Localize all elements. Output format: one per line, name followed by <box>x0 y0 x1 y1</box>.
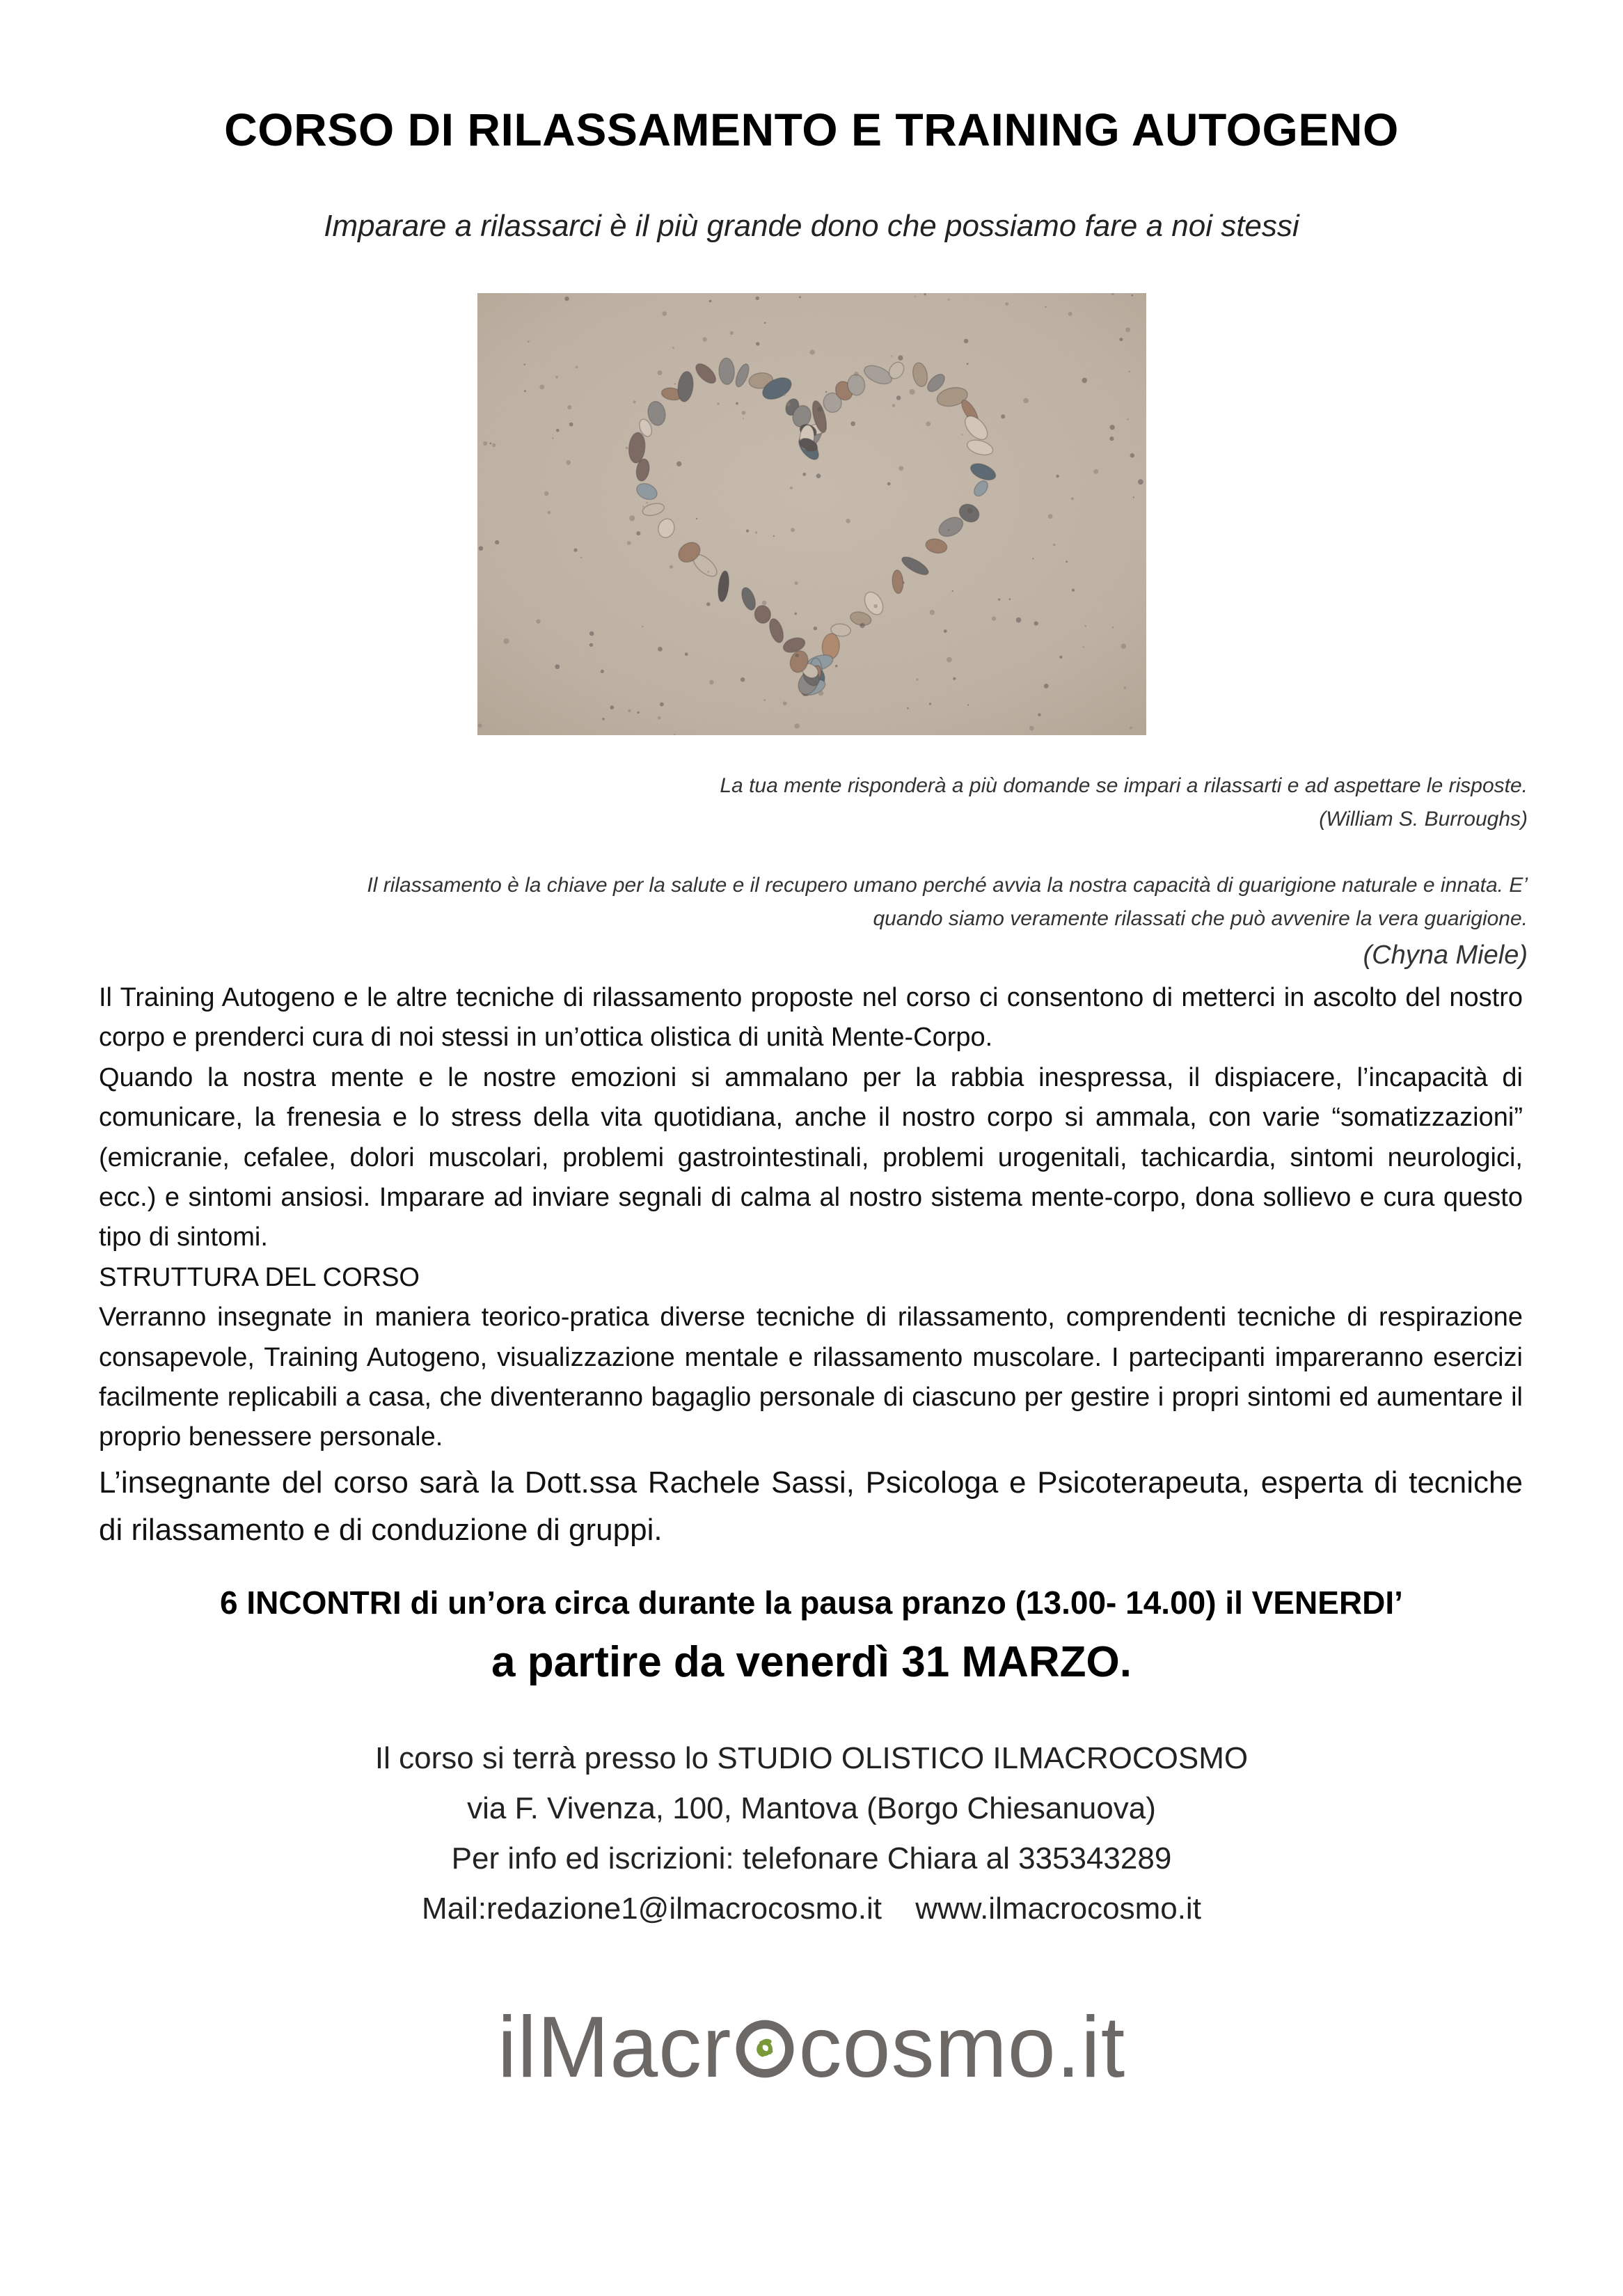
pebble <box>540 384 545 389</box>
pebble <box>948 529 950 531</box>
phone-line: Per info ed iscrizioni: telefonare Chiara al 335343289 <box>451 1841 1172 1876</box>
pebble <box>795 654 799 657</box>
pebble <box>610 705 615 709</box>
pebble <box>706 602 710 606</box>
pebble <box>674 384 676 385</box>
pebble <box>763 699 766 701</box>
pebble <box>762 601 767 606</box>
pebble <box>898 466 903 471</box>
pebble <box>629 516 635 521</box>
pebble <box>892 404 896 407</box>
pebble <box>658 716 661 720</box>
pebble <box>786 402 791 407</box>
pebble <box>953 677 956 680</box>
pebble <box>992 617 996 621</box>
quote-text-line-1: Il rilassamento è la chiave per la salute e il recupero umano perché avvia la nostra capacità di guarigione naturale e innata. E’ <box>367 874 1528 897</box>
pebble <box>907 707 909 709</box>
pebble <box>707 571 709 573</box>
pebble <box>1138 479 1143 485</box>
pebble <box>948 299 950 301</box>
pebble <box>657 370 662 375</box>
paragraph-intro: Il Training Autogeno e le altre tecniche di rilassamento proposte nel corso ci consentono di metterci in ascolto del nostro corpo e prenderci cura di noi stessi in un’ottica olistica di unità Mente-Corpo. <box>99 983 1523 1053</box>
pebble <box>903 581 905 583</box>
pebble <box>642 626 644 628</box>
pebble <box>1053 544 1056 547</box>
subtitle: Imparare a rilassarci è il più grande dono che possiamo fare a noi stessi <box>324 209 1299 243</box>
pebble <box>567 405 571 409</box>
pebble <box>636 531 640 535</box>
pebble <box>1034 621 1038 625</box>
pebble <box>816 473 821 478</box>
pebble <box>566 460 571 465</box>
pebble <box>783 701 787 705</box>
quote-author: (William S. Burroughs) <box>1319 808 1528 831</box>
pebble <box>685 652 688 656</box>
pebble <box>1124 687 1126 689</box>
pebble <box>642 506 644 508</box>
pebble <box>646 502 648 504</box>
pebble <box>1133 496 1134 498</box>
pebble <box>633 400 635 403</box>
pebble <box>1068 312 1072 316</box>
stone <box>718 358 734 385</box>
pebble <box>1125 327 1130 332</box>
pebble <box>814 627 817 630</box>
pebble <box>967 508 973 514</box>
pebble <box>795 723 800 728</box>
logo-text-start: ilMacr <box>497 1999 732 2096</box>
pebble <box>967 363 969 365</box>
pebble <box>1032 558 1034 559</box>
pebble <box>548 511 551 514</box>
pebble <box>626 447 628 449</box>
pebble <box>929 703 931 705</box>
pebble <box>887 482 891 486</box>
website-link[interactable]: www.ilmacrocosmo.it <box>915 1892 1201 1926</box>
venue-line: Il corso si terrà presso lo STUDIO OLISTICO ILMACROCOSMO <box>374 1741 1249 1775</box>
pebble <box>536 619 540 623</box>
pebble <box>552 437 554 439</box>
quote-miele <box>31 869 1528 975</box>
pebble <box>1066 561 1068 563</box>
course-description <box>99 978 1523 1554</box>
pebble <box>873 604 878 608</box>
pebble <box>846 519 850 524</box>
pebble <box>916 678 918 680</box>
pebble <box>1128 370 1130 372</box>
pebble <box>492 443 496 447</box>
pebble <box>601 670 604 673</box>
pebble <box>1038 714 1040 716</box>
pebble <box>478 723 482 728</box>
pebble <box>1112 627 1114 629</box>
pebble <box>528 340 530 343</box>
pebble <box>1127 418 1129 420</box>
pebble <box>1082 378 1088 384</box>
pebble <box>627 541 631 545</box>
address-line: via F. Vivenza, 100, Mantova (Borgo Chiesanuova) <box>467 1791 1156 1825</box>
pebble <box>504 638 509 644</box>
pebble <box>479 546 484 551</box>
start-date: a partire da venerdì 31 MARZO. <box>491 1638 1132 1686</box>
pebble <box>1110 425 1115 430</box>
pebble <box>602 718 604 720</box>
pebble <box>818 407 823 411</box>
pebble <box>952 590 953 592</box>
pebble <box>736 402 738 405</box>
pebble <box>791 528 795 532</box>
contact-info <box>0 1733 1623 1934</box>
pebble <box>1023 398 1029 404</box>
pebble <box>718 402 720 404</box>
pebble <box>573 549 577 552</box>
pebble <box>743 418 744 419</box>
email-link[interactable]: Mail:redazione1@ilmacrocosmo.it <box>422 1892 882 1926</box>
pebble <box>1119 338 1123 341</box>
quote-author: (Chyna Miele) <box>1363 941 1528 970</box>
pebble <box>589 643 593 647</box>
section-heading: STRUTTURA DEL CORSO <box>99 1262 420 1292</box>
pebble <box>898 355 903 360</box>
pebble <box>628 709 631 712</box>
pebble <box>964 339 969 344</box>
pebble <box>944 629 947 633</box>
pebble <box>1109 437 1114 441</box>
quote-text-line-2: quando siamo veramente rilassati che può avvenire la vera guarigione. <box>873 907 1528 930</box>
pebble <box>910 389 915 395</box>
pebble <box>569 423 573 427</box>
pebble <box>854 372 859 377</box>
mail-web-line <box>0 1884 1623 1934</box>
pebble <box>962 434 963 435</box>
pebble <box>746 530 749 533</box>
pebble <box>637 711 639 714</box>
paragraph-symptoms: Quando la nostra mente e le nostre emozioni si ammalano per la rabbia inespressa, il dispiacere, l’incapacità di comunicare, la frenesia e lo stress della vita quotidiana, anche il nostro corpo si ammala, con varie “somatizzazioni” (emicranie, cefalee, dolori muscolari, problemi gastrointestinali, problemi urogenitali, tachicardia, sintomi neurologici, ecc.) e sintomi ansiosi. Imparare ad inviare segnali di calma al nostro sistema mente-corpo, dona sollievo e cura questo tipo di sintomi. <box>99 1062 1523 1252</box>
pebble <box>1056 475 1059 478</box>
pebble <box>756 297 759 300</box>
pebble <box>1121 643 1127 649</box>
quote-burroughs <box>345 769 1528 836</box>
pebble <box>764 322 766 324</box>
pebble <box>790 487 793 489</box>
pebble <box>1083 646 1084 647</box>
pebble <box>783 393 785 395</box>
pebble <box>825 391 828 393</box>
page-title: CORSO DI RILASSAMENTO E TRAINING AUTOGENO <box>224 104 1399 155</box>
pebble <box>741 677 745 682</box>
pebble <box>1029 726 1034 731</box>
pebble <box>524 390 526 392</box>
pebble <box>696 518 697 519</box>
pebble <box>998 599 1000 601</box>
pebble <box>1130 453 1134 457</box>
pebble <box>555 664 560 669</box>
pebble <box>802 473 806 476</box>
pebble <box>755 531 757 533</box>
pebble <box>1016 618 1022 623</box>
pebble <box>947 657 952 663</box>
pebble <box>930 610 935 615</box>
pebble <box>1009 598 1011 600</box>
pebble <box>1072 589 1075 592</box>
pebble <box>1130 727 1132 730</box>
paragraph-teacher: L’insegnante del corso sarà la Dott.ssa Rachele Sassi, Psicologa e Psicoterapeuta, esperta di tecniche di rilassamento e di conduzione di gruppi. <box>99 1465 1523 1547</box>
pebble <box>709 300 712 303</box>
logo-text-end: cosmo.it <box>798 1999 1126 2096</box>
pebble <box>915 296 916 297</box>
pebble <box>589 631 594 636</box>
pebble <box>483 441 487 446</box>
schedule-line: 6 INCONTRI di un’ora circa durante la pausa pranzo (13.00- 14.00) il VENERDI’ <box>220 1585 1403 1621</box>
pebble <box>1132 294 1134 297</box>
pebble <box>703 337 707 341</box>
pebble <box>809 349 814 354</box>
pebble <box>730 331 734 335</box>
pebble <box>742 411 746 415</box>
pebble <box>544 492 549 496</box>
pebble <box>773 535 775 537</box>
pebble <box>924 293 926 295</box>
pebble <box>670 565 673 569</box>
pebble <box>1005 302 1008 306</box>
pebble <box>1048 514 1053 519</box>
pebble <box>799 296 801 298</box>
pebble <box>795 581 798 585</box>
pebble <box>495 540 499 544</box>
pebble <box>580 557 583 559</box>
pebble <box>926 422 931 427</box>
pebble <box>835 665 838 668</box>
pebble <box>672 347 674 349</box>
pebble <box>489 443 491 445</box>
pebble <box>850 421 855 426</box>
pebble <box>709 680 713 684</box>
pebble <box>660 702 664 707</box>
ilmacrocosmo-logo <box>0 1998 1623 2116</box>
pebble <box>896 395 901 400</box>
pebble <box>756 342 759 345</box>
pebble <box>564 297 569 301</box>
pebble <box>556 429 560 432</box>
pebble <box>524 363 526 365</box>
pebble <box>1071 497 1074 500</box>
pebble <box>1044 684 1049 689</box>
pebble <box>1045 306 1046 308</box>
pebble <box>1059 656 1062 659</box>
paragraph-structure: Verranno insegnate in maniera teorico-pratica diverse tecniche di rilassamento, comprendenti tecniche di respirazione consapevole, Training Autogeno, visualizzazione mentale e rilassamento muscolare. I partecipanti impareranno esercizi facilmente replicabili a casa, che diventeranno bagaglio personale di ciascuno per gestire i propri sintomi ed aumentare il proprio benessere personale. <box>99 1303 1523 1452</box>
pebble <box>818 691 824 696</box>
spiral-o-icon <box>734 2018 795 2079</box>
heart-of-stones-photo <box>477 293 1146 735</box>
pebble <box>891 355 892 356</box>
pebble <box>967 705 969 706</box>
pebble <box>576 366 578 369</box>
pebble <box>1001 414 1005 418</box>
pebble <box>662 311 667 316</box>
pebble <box>555 376 558 379</box>
pebble <box>860 623 864 628</box>
pebble <box>658 647 663 652</box>
pebble <box>794 613 797 615</box>
quote-text: La tua mente risponderà a più domande se impari a rilassarti e ad aspettare le risposte. <box>720 774 1528 797</box>
pebble <box>1084 625 1086 627</box>
pebble <box>676 462 681 466</box>
pebble <box>1093 469 1098 474</box>
